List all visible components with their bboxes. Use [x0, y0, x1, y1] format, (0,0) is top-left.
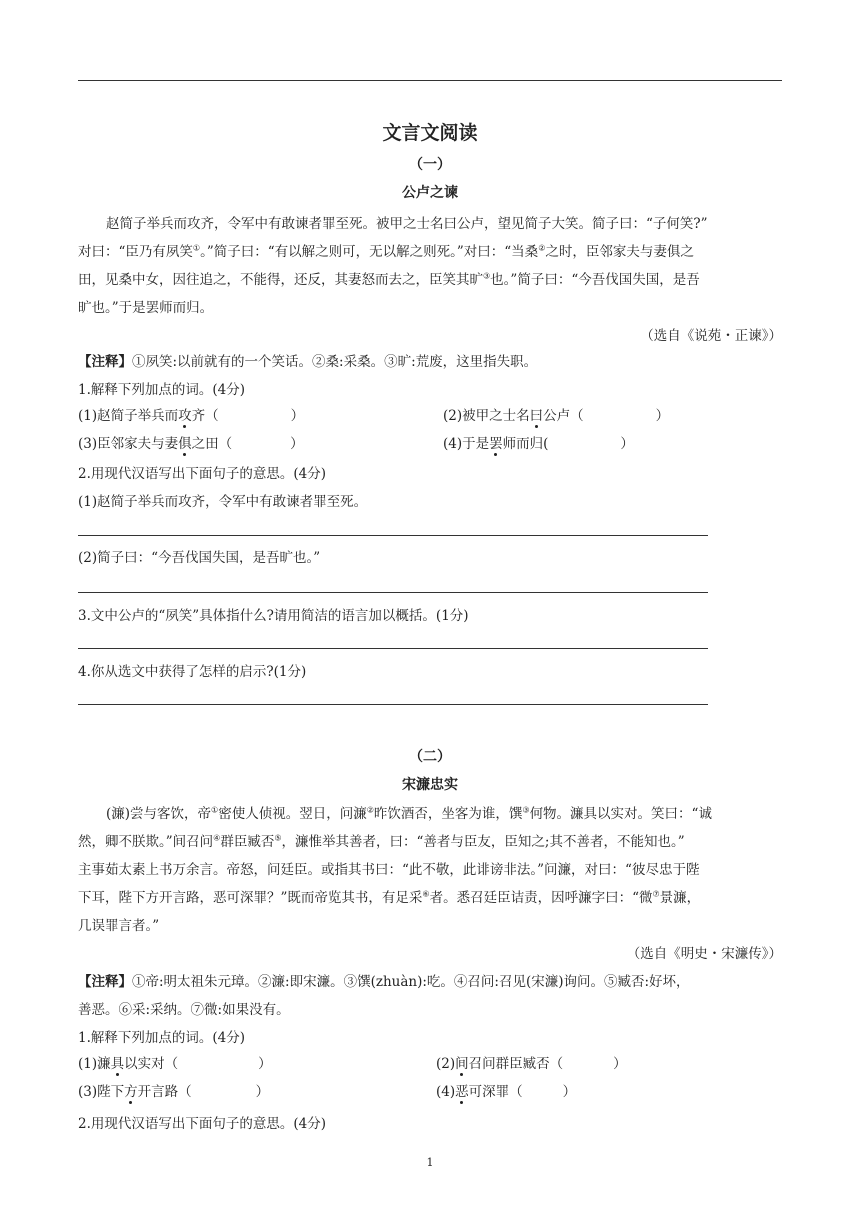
source-citation-1: （选自《说苑・正谏》） [640, 328, 782, 344]
header-rule [78, 80, 782, 81]
source-citation-2: （选自《明史・宋濂传》） [626, 946, 782, 962]
passage-1-line-1: 赵简子举兵而攻齐，令军中有敢谏者罪至死。被甲之士名曰公卢，望见简子大笑。简子曰：“子何笑?” [106, 216, 708, 232]
section-heading-1: 公卢之谏 [402, 185, 458, 201]
question-5-item-1: (1)濂具以实对（ ） [78, 1056, 272, 1072]
annotation-2-line-1: 【注释】①帝:明太祖朱元璋。②濂:即宋濂。③馔(zhuàn):吃。④召问:召见(宋濂)询问。⑤臧否:好坏， [78, 974, 690, 990]
page-number: 1 [426, 1156, 434, 1169]
passage-1-line-2: 对曰：“臣乃有夙笑①。”简子曰：“有以解之则可，无以解之则死。”对曰：“当桑②之时，臣邻家夫与妻俱之 [78, 243, 694, 260]
passage-2-line-1: (濂)尝与客饮，帝①密使人侦视。翌日，问濂②昨饮酒否，坐客为谁，馔③何物。濂具以实对。笑曰：“诚 [106, 805, 712, 822]
question-2-stem: 2.用现代汉语写出下面句子的意思。(4分) [78, 466, 327, 482]
question-1-item-3: (3)臣邻家夫与妻俱之田（ ） [78, 436, 304, 452]
section-number-2: （二） [409, 749, 451, 765]
question-1-item-1: (1)赵简子举兵而攻齐（ ） [78, 408, 305, 424]
section-number-1: （一） [409, 157, 451, 173]
page-title: 文言文阅读 [382, 122, 478, 144]
question-5-stem: 1.解释下列加点的词。(4分) [78, 1030, 246, 1046]
question-5-item-3: (3)陛下方开言路（ ） [78, 1084, 270, 1100]
passage-2-line-4: 下耳，陛下方开言路，恶可深罪？”既而帝览其书，有足采⑥者。悉召廷臣诘责，因呼濂字曰：“微⑦景濂， [78, 889, 701, 906]
answer-line [78, 535, 708, 536]
question-2-sentence-1: (1)赵简子举兵而攻齐，令军中有敢谏者罪至死。 [78, 494, 368, 510]
annotation-2-line-2: 善恶。⑥采:采纳。⑦微:如果没有。 [78, 1002, 290, 1018]
answer-line [78, 592, 708, 593]
passage-1-line-4: 旷也。”于是罢师而归。 [78, 300, 214, 316]
question-1-stem: 1.解释下列加点的词。(4分) [78, 382, 246, 398]
passage-2-line-2: 然，卿不朕欺。”间召问④群臣臧否⑤，濂惟举其善者，曰：“善者与臣友，臣知之;其不善者，不能知也。” [78, 833, 685, 850]
question-1-item-4: (4)于是罢师而归( ） [443, 436, 634, 452]
question-6-stem: 2.用现代汉语写出下面句子的意思。(4分) [78, 1116, 327, 1132]
passage-2-line-3: 主事茹太素上书万余言。帝怒，问廷臣。或指其书曰：“此不敬，此诽谤非法。”问濂，对曰：“彼尽忠于陛 [78, 862, 700, 878]
question-5-item-4: (4)恶可深罪（ ） [436, 1084, 577, 1100]
answer-line [78, 704, 708, 705]
question-5-item-2: (2)间召问群臣臧否（ ） [436, 1056, 627, 1072]
passage-1-line-3: 田，见桑中女，因往追之，不能得，还反，其妻怒而去之，臣笑其旷③也。”简子曰：“今吾伐国失国，是吾 [78, 271, 700, 288]
passage-2-line-5: 几误罪言者。” [78, 918, 160, 934]
question-4: 4.你从选文中获得了怎样的启示?(1分) [78, 664, 307, 680]
section-heading-2: 宋濂忠实 [402, 777, 458, 793]
question-2-sentence-2: (2)简子曰：“今吾伐国失国，是吾旷也。” [78, 550, 321, 566]
annotation-1: 【注释】①夙笑:以前就有的一个笑话。②桑:采桑。③旷:荒废，这里指失职。 [78, 354, 538, 370]
answer-line [78, 648, 708, 649]
question-3: 3.文中公卢的“夙笑”具体指什么?请用简洁的语言加以概括。(1分) [78, 608, 469, 624]
question-1-item-2: (2)被甲之士名曰公卢（ ） [443, 408, 670, 424]
